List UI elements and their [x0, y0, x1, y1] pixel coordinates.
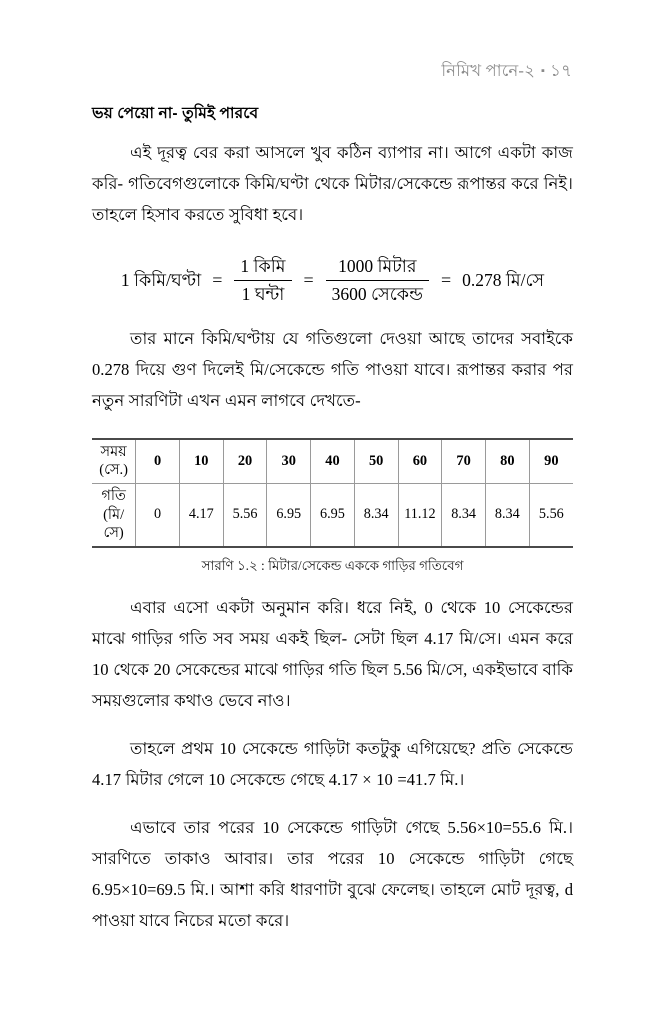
- equation-lhs: 1 কিমি/ঘণ্টা: [120, 270, 202, 291]
- speed-table-container: [92, 438, 573, 576]
- row-label-time-unit: (সে.): [99, 462, 128, 479]
- fraction-2-denominator: 3600 সেকেন্ড: [326, 280, 429, 305]
- speed-cell-0: 0: [136, 484, 180, 547]
- row-label-speed-unit: (মি/সে): [103, 506, 125, 542]
- fraction-2: [323, 256, 432, 305]
- fraction-1-denominator: 1 ঘন্টা: [234, 280, 291, 305]
- table-row-time: [92, 439, 573, 484]
- time-cell-0: 0: [136, 439, 180, 484]
- fraction-1: [231, 256, 294, 305]
- speed-cell-7: 8.34: [442, 484, 486, 547]
- time-cell-5: 50: [354, 439, 398, 484]
- equation-row: [119, 256, 546, 305]
- paragraph-3: এবার এসো একটা অনুমান করি। ধরে নিই, 0 থেকে 10 সেকেন্ডের মাঝে গাড়ির গতি সব সময় একই ছিল- সেটা ছিল 4.17 মি/সে। এমন করে 10 থেকে 20 সেকেন্ডের মাঝে গাড়ির গতি ছিল 5.56 মি/সে, একইভাবে বাকি সময়গুলোর কথাও ভেবে নাও।: [92, 598, 573, 711]
- time-cell-9: 90: [529, 439, 573, 484]
- time-cell-4: 40: [311, 439, 355, 484]
- time-cell-1: 10: [179, 439, 223, 484]
- time-cell-3: 30: [267, 439, 311, 484]
- time-cell-2: 20: [223, 439, 267, 484]
- section-heading: ভয় পেয়ো না- তুমিই পারবে: [92, 105, 259, 122]
- table-row-speed: [92, 484, 573, 547]
- speed-cell-4: 6.95: [311, 484, 355, 547]
- equals-sign-1: =: [212, 270, 223, 291]
- running-header: [92, 58, 572, 84]
- fraction-2-numerator: 1000 মিটার: [338, 255, 417, 276]
- time-cell-8: 80: [485, 439, 529, 484]
- speed-cell-6: 11.12: [398, 484, 442, 547]
- row-label-speed-top: গতি: [101, 488, 126, 505]
- speed-table: [92, 438, 573, 548]
- table-caption: সারণি ১.২ : মিটার/সেকেন্ড এককে গাড়ির গতিবেগ: [201, 557, 464, 573]
- content-column: [92, 104, 573, 940]
- paragraph-5: এভাবে তার পরের 10 সেকেন্ডে গাড়িটা গেছে 5.56×10=55.6 মি.। সারণিতে তাকাও আবার। তার পরের 10 সেকেন্ডে গাড়িটা গেছে 6.95×10=69.5 মি.। আশা করি ধারণাটা বুঝে ফেলেছ। তাহলে মোট দূরত্ব, d পাওয়া যাবে নিচের মতো করে।: [92, 818, 573, 931]
- header-separator-icon: ▪: [541, 65, 546, 77]
- book-title: নিমিখ পানে-২: [441, 61, 536, 80]
- equation-rhs: 0.278 মি/সে: [462, 270, 545, 291]
- speed-cell-1: 4.17: [179, 484, 223, 547]
- page-number: ১৭: [550, 61, 572, 80]
- time-cell-7: 70: [442, 439, 486, 484]
- row-label-speed: [92, 484, 136, 547]
- equals-sign-2: =: [303, 270, 314, 291]
- equals-sign-3: =: [440, 270, 452, 291]
- time-cell-6: 60: [398, 439, 442, 484]
- speed-cell-5: 8.34: [354, 484, 398, 547]
- paragraph-4: তাহলে প্রথম 10 সেকেন্ডে গাড়িটা কতটুকু এগিয়েছে? প্রতি সেকেন্ডে 4.17 মিটার গেলে 10 সেকেন্ডে গেছে 4.17 × 10 =41.7 মি.।: [92, 739, 573, 790]
- speed-cell-3: 6.95: [267, 484, 311, 547]
- paragraph-2: তার মানে কিমি/ঘণ্টায় যে গতিগুলো দেওয়া আছে তাদের সবাইকে 0.278 দিয়ে গুণ দিলেই মি/সেকেন্ডে গতি পাওয়া যাবে। রূপান্তর করার পর নতুন সারণিটা এখন এমন লাগবে দেখতে-: [92, 328, 573, 410]
- speed-cell-2: 5.56: [223, 484, 267, 547]
- row-label-time: [92, 439, 136, 484]
- fraction-1-numerator: 1 কিমি: [240, 255, 286, 276]
- speed-cell-9: 5.56: [529, 484, 573, 547]
- paragraph-1: এই দূরত্ব বের করা আসলে খুব কঠিন ব্যাপার না। আগে একটা কাজ করি- গতিবেগগুলোকে কিমি/ঘণ্টা থেকে মিটার/সেকেন্ডে রূপান্তর করে নিই। তাহলে হিসাব করতে সুবিধা হবে।: [92, 142, 573, 224]
- speed-cell-8: 8.34: [485, 484, 529, 547]
- row-label-time-top: সময়: [100, 443, 127, 460]
- display-equation: [92, 256, 573, 305]
